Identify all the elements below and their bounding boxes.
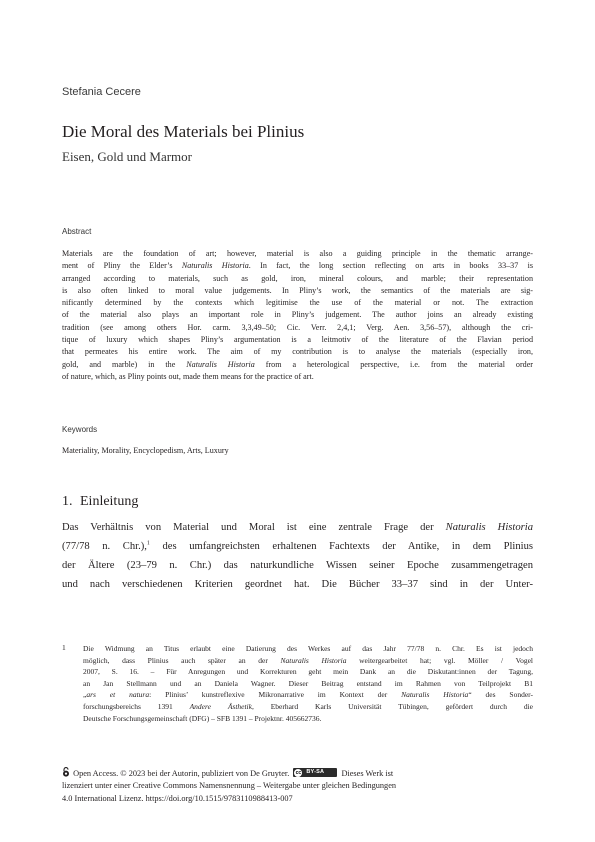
- text-run: ment of Pliny the Elder’s: [62, 261, 182, 271]
- italic-run: Naturalis Historia: [445, 522, 533, 533]
- open-access-lock-icon: [62, 767, 70, 777]
- text-line: [62, 273, 533, 285]
- text-run: : Plinius’ kunstreflexive Mikronarrative im Kontext der: [149, 690, 402, 700]
- text-line: [83, 689, 533, 701]
- body-text: [62, 518, 533, 594]
- license-notice: [62, 767, 533, 805]
- license-suffix: Dieses Werk ist: [341, 769, 394, 778]
- section-heading: [62, 494, 138, 510]
- italic-run: Naturalis Historia: [181, 261, 249, 271]
- text-line: [83, 655, 533, 667]
- chapter-subtitle: Eisen, Gold und Marmor: [62, 149, 192, 164]
- text-run: forschungsbereichs 1391: [83, 701, 190, 711]
- text-run: of the material also plays an important role in Pliny’s judgement. The author joins an already existing: [62, 310, 533, 320]
- text-run: des umfangreichsten erhaltenen Fachtexts der Antike, in dem Plinius: [149, 541, 534, 552]
- text-line: [62, 537, 533, 556]
- text-run: gold, and marble) in the: [62, 359, 187, 369]
- text-line: [83, 643, 533, 655]
- text-line: [62, 575, 533, 594]
- text-line: [62, 285, 533, 297]
- keywords-list: Materiality, Morality, Encyclopedism, Arts, Luxury: [62, 446, 229, 455]
- text-run: Das Verhältnis von Material und Moral ist eine zentrale Frage der: [62, 522, 446, 533]
- text-run: und nach verschiedenen Kriterien geordnet hat. Die Bücher 33–37 sind in der Unter-: [62, 579, 533, 590]
- text-line: [62, 309, 533, 321]
- cc-badge-text: BY-SA: [306, 769, 325, 775]
- cc-by-sa-badge[interactable]: [293, 768, 337, 777]
- section-number: 1.: [62, 494, 73, 509]
- text-run: Die Widmung an Titus erlaubt eine Datierung des Werkes auf das Jahr 77/78 n. Chr. Es ist jedoch: [83, 644, 533, 653]
- text-run: tique of luxury which shapes Pliny’s argumentation is a leitmotiv of the literature of the Flavian period: [62, 335, 533, 345]
- text-run: from a heterological perspective, i.e. from the material order: [254, 359, 533, 369]
- italic-run: ars et natura: [86, 690, 150, 700]
- text-line: [62, 518, 533, 537]
- section-title: Einleitung: [80, 494, 139, 509]
- text-line: [83, 713, 533, 725]
- italic-run: Naturalis Historia: [401, 690, 469, 700]
- cc-symbol: cc: [295, 769, 302, 776]
- italic-run: Naturalis Historia: [186, 359, 255, 369]
- text-run: tradition (see among others Hor. carm. 3,3,49–50; Cic. Verr. 2,4,1; Verg. Aen. 3,56–57), although the cri-: [62, 322, 533, 332]
- text-line: [62, 297, 533, 309]
- text-run: nificantly determined by the contexts which legitimise the use of the material or not. The extraction: [62, 298, 533, 308]
- keywords-heading: Keywords: [62, 425, 98, 434]
- footnote-marker: 1: [62, 643, 66, 652]
- footnote-reference[interactable]: 1: [146, 540, 150, 547]
- text-line: [62, 260, 533, 272]
- text-line: [62, 371, 533, 383]
- text-line: [62, 322, 533, 334]
- text-run: (77/78 n. Chr.),: [62, 541, 147, 552]
- text-line: [62, 248, 533, 260]
- text-line: [62, 359, 533, 371]
- text-run: , Eberhard Karls Universität Tübingen, gefördert durch die: [251, 701, 534, 711]
- text-line: [83, 666, 533, 678]
- license-line-2: lizenziert unter einer Creative Commons Namensnennung – Weitergabe unter gleichen Bedingungen: [62, 781, 397, 791]
- text-run: „: [83, 690, 87, 700]
- text-run: of nature, which, as Pliny points out, made them means for the practice of art.: [62, 371, 314, 381]
- text-run: “ des Sonder-: [468, 690, 533, 700]
- text-line: [62, 334, 533, 346]
- text-run: is also often linked to moral value judgements. In Pliny’s work, the semantics of the materials are sig-: [62, 285, 533, 295]
- italic-run: Naturalis Historia: [280, 655, 347, 665]
- chapter-title: Die Moral des Materials bei Plinius: [62, 122, 305, 141]
- text-run: der Ältere (23–79 n. Chr.) das naturkundliche Wissen seiner Epoche zusammengetragen: [62, 560, 533, 571]
- text-run: möglich, dass Plinius auch später an der: [83, 655, 281, 665]
- text-run: 2007, S. 16. – Für Anregungen und Korrekturen geht mein Dank an die Diskutant:innen der Tagung,: [83, 667, 533, 677]
- author-name: Stefania Cecere: [62, 86, 141, 98]
- abstract-body: [62, 248, 533, 383]
- footnote-text: [83, 643, 533, 724]
- text-run: that permeates his entire work. The aim of my contribution is to analyse the materials (especially iron,: [62, 347, 533, 357]
- text-run: Deutsche Forschungsgemeinschaft (DFG) – SFB 1391 – Projektnr. 405662736.: [83, 713, 322, 723]
- text-line: [62, 346, 533, 358]
- text-line: [83, 701, 533, 713]
- abstract-heading: Abstract: [62, 227, 92, 236]
- italic-run: Andere Ästhetik: [189, 701, 252, 711]
- text-run: Materials are the foundation of art; however, material is also a guiding principle in the thematic arrange-: [62, 249, 533, 258]
- text-run: arranged according to materials, such as gold, iron, mineral colours, and marble; their representation: [62, 273, 533, 283]
- text-run: . In fact, the long section reflecting on arts in books 33–37 is: [248, 261, 534, 271]
- text-run: an Jan Stellmann und an Daniela Wagner. Dieser Beitrag entstand im Rahmen von Teilprojekt B1: [83, 678, 533, 688]
- text-run: weitergearbeitet hat; vgl. Möller / Vogel: [346, 655, 533, 665]
- text-line: [83, 678, 533, 690]
- license-line-3[interactable]: 4.0 International Lizenz. https://doi.org/10.1515/9783110988413-007: [62, 793, 293, 803]
- license-prefix: Open Access. © 2023 bei der Autorin, publiziert von De Gruyter.: [73, 769, 290, 778]
- license-line-1: [62, 767, 533, 780]
- text-line: [62, 556, 533, 575]
